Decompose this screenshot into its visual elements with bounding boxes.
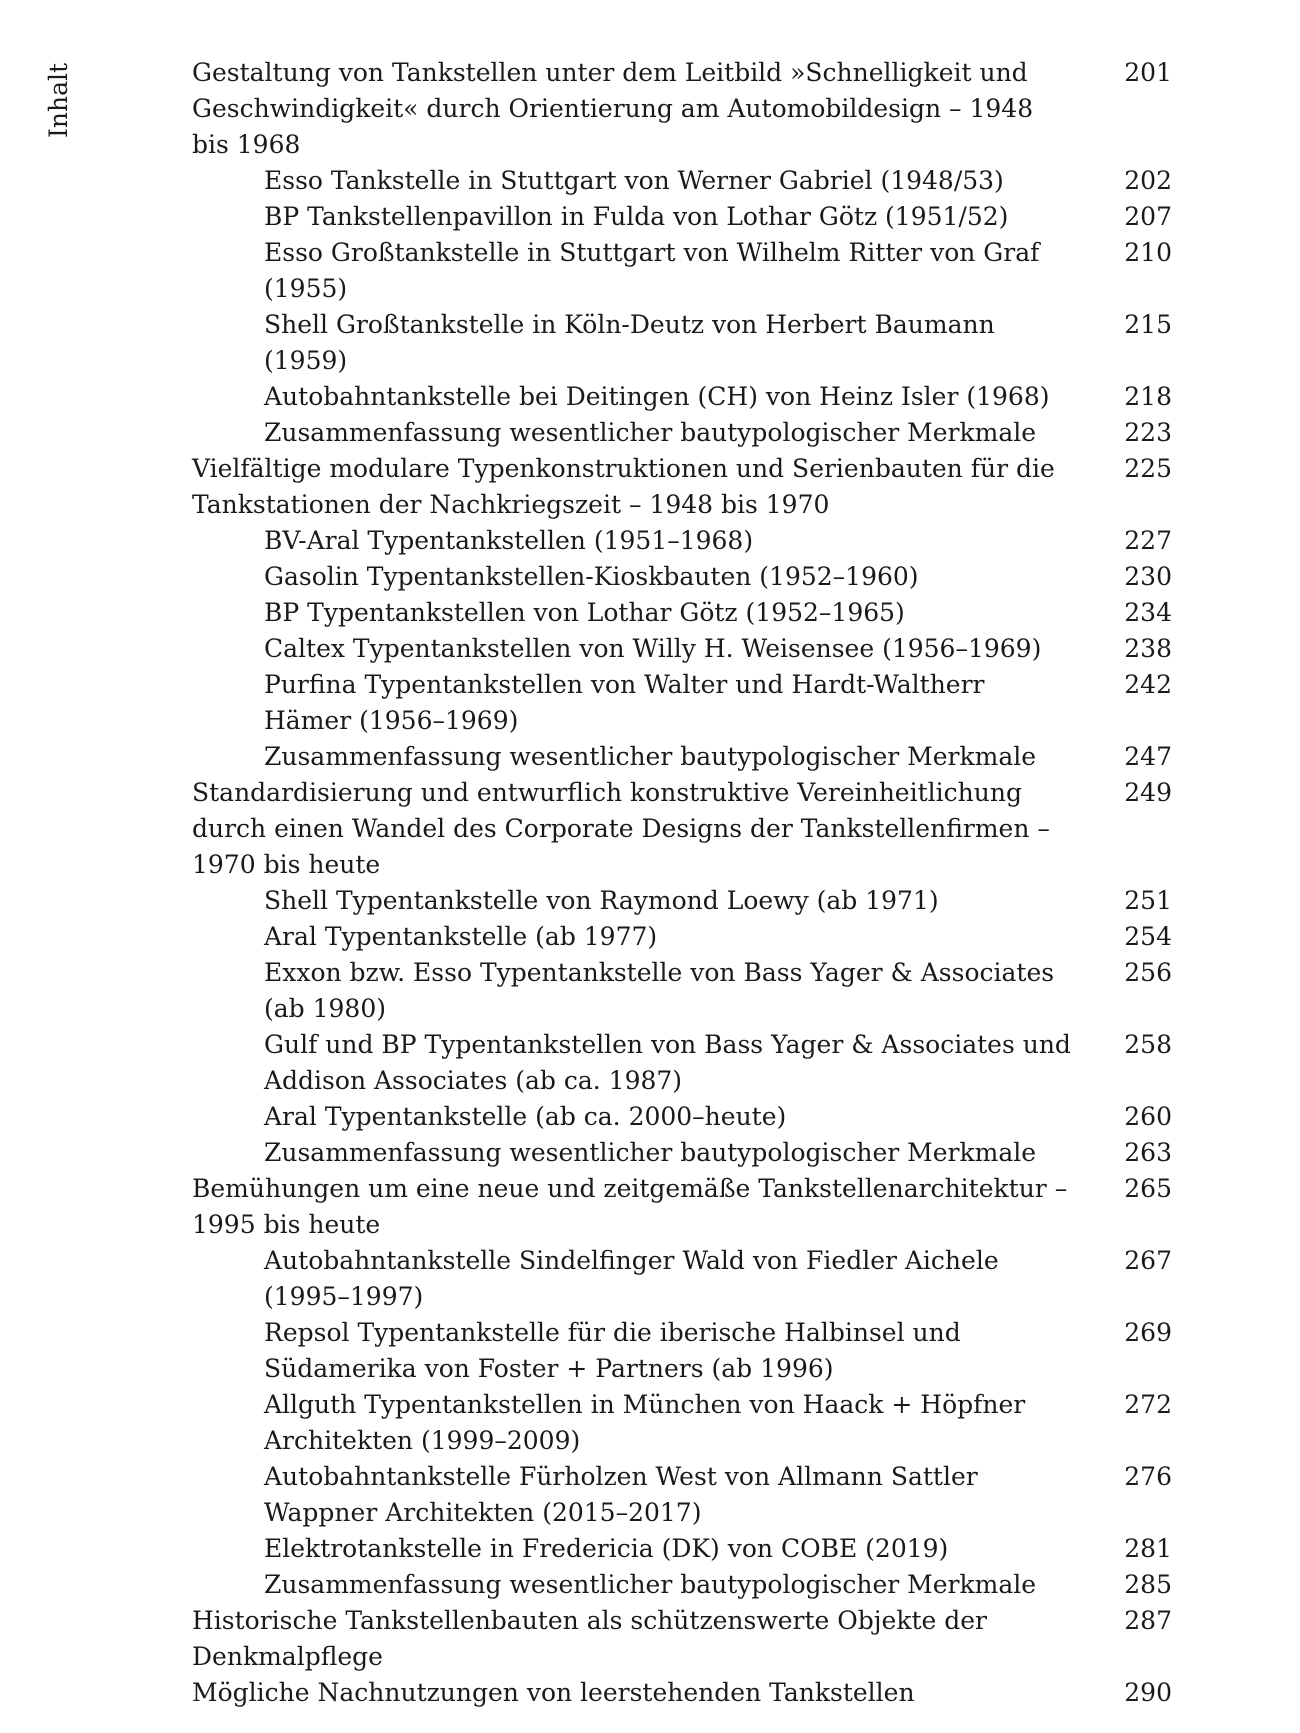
toc-entry-title: Gestaltung von Tankstellen unter dem Leitbild »Schnelligkeit und Geschwindigkeit« durch Orientierung am Automobildesign – 1948 bis 1968 [192, 58, 1034, 159]
toc-subentry [192, 955, 1172, 1027]
toc-entry-title: Esso Tankstelle in Stuttgart von Werner Gabriel (1948/53) [264, 166, 1004, 195]
toc-subentry [192, 1315, 1172, 1387]
toc-subentry [192, 1027, 1172, 1099]
toc-subentry [192, 163, 1172, 199]
toc-entry-title: Exxon bzw. Esso Typentankstelle von Bass Yager & Associates (ab 1980) [264, 958, 1055, 1023]
toc-subentry [192, 739, 1172, 775]
toc-page-number: 256 [1124, 958, 1172, 987]
toc-subentry [192, 199, 1172, 235]
toc-page-number: 287 [1124, 1606, 1172, 1635]
toc-entry-title: Allguth Typentankstellen in München von Haack + Höpfner Architekten (1999–2009) [264, 1390, 1026, 1455]
toc-entry-title: Repsol Typentankstelle für die iberische Halbinsel und Südamerika von Foster + Partners (ab 1996) [264, 1318, 961, 1383]
toc-subentry [192, 523, 1172, 559]
toc-entry-title: Elektrotankstelle in Fredericia (DK) von COBE (2019) [264, 1534, 949, 1563]
toc-subentry [192, 1459, 1172, 1531]
toc-entry-title: Vielfältige modulare Typenkonstruktionen und Serienbauten für die Tankstationen der Nachkriegszeit – 1948 bis 1970 [192, 454, 1055, 519]
toc-subentry [192, 1387, 1172, 1459]
toc-page-number: 254 [1124, 922, 1172, 951]
toc-entry-title: Zusammenfassung wesentlicher bautypologischer Merkmale [264, 1138, 1037, 1167]
toc-subentry [192, 1135, 1172, 1171]
toc-entry-title: Zusammenfassung wesentlicher bautypologischer Merkmale [264, 1570, 1037, 1599]
toc-entry-title: Caltex Typentankstellen von Willy H. Weisensee (1956–1969) [264, 634, 1042, 663]
toc-entry [192, 775, 1172, 883]
toc-page-number: 263 [1124, 1138, 1172, 1167]
toc-subentry [192, 1531, 1172, 1567]
toc-entry-title: Esso Großtankstelle in Stuttgart von Wilhelm Ritter von Graf (1955) [264, 238, 1040, 303]
toc-entry-title: Standardisierung und entwurflich konstruktive Vereinheitlichung durch einen Wandel des Corporate Designs der Tankstellenfirmen – 1970 bis heute [192, 778, 1050, 879]
toc-page-number: 207 [1124, 202, 1172, 231]
toc-entry-title: Aral Typentankstelle (ab ca. 2000–heute) [264, 1102, 787, 1131]
toc-page-number: 223 [1124, 418, 1172, 447]
toc-subentry [192, 919, 1172, 955]
toc-entry-title: Autobahntankstelle Fürholzen West von Allmann Sattler Wappner Architekten (2015–2017) [264, 1462, 978, 1527]
toc-page-number: 238 [1124, 634, 1172, 663]
toc-entry-title: Autobahntankstelle bei Deitingen (CH) von Heinz Isler (1968) [264, 382, 1050, 411]
toc-page-number: 218 [1124, 382, 1172, 411]
toc-subentry [192, 631, 1172, 667]
toc-entry-title: Zusammenfassung wesentlicher bautypologischer Merkmale [264, 418, 1037, 447]
toc-entry-title: Shell Typentankstelle von Raymond Loewy (ab 1971) [264, 886, 939, 915]
toc-entry-title: BP Tankstellenpavillon in Fulda von Lothar Götz (1951/52) [264, 202, 1009, 231]
toc-page-number: 290 [1124, 1678, 1172, 1707]
toc-page-number: 267 [1124, 1246, 1172, 1275]
toc-page-number: 225 [1124, 454, 1172, 483]
toc-entry [192, 1603, 1172, 1675]
toc-subentry [192, 559, 1172, 595]
toc-page-number: 242 [1124, 670, 1172, 699]
toc-entry-title: Mögliche Nachnutzungen von leerstehenden Tankstellen [192, 1678, 915, 1707]
toc-entry-title: Bemühungen um eine neue und zeitgemäße Tankstellenarchitektur – 1995 bis heute [192, 1174, 1068, 1239]
toc-entry-title: BV-Aral Typentankstellen (1951–1968) [264, 526, 754, 555]
toc-entry-title: Aral Typentankstelle (ab 1977) [264, 922, 658, 951]
toc-subentry [192, 235, 1172, 307]
toc-entry [192, 1675, 1172, 1711]
running-header-label: Inhalt [44, 62, 73, 138]
toc-page-number: 247 [1124, 742, 1172, 771]
toc-page-number: 227 [1124, 526, 1172, 555]
toc-page-number: 285 [1124, 1570, 1172, 1599]
toc-entry-title: Gasolin Typentankstellen-Kioskbauten (1952–1960) [264, 562, 919, 591]
toc-page-number: 272 [1124, 1390, 1172, 1419]
toc-subentry [192, 307, 1172, 379]
toc-entry-title: BP Typentankstellen von Lothar Götz (1952–1965) [264, 598, 905, 627]
toc-page-number: 251 [1124, 886, 1172, 915]
toc-subentry [192, 379, 1172, 415]
toc-subentry [192, 1567, 1172, 1603]
toc-entry [192, 1171, 1172, 1243]
toc-page-number: 215 [1124, 310, 1172, 339]
toc-page-number: 265 [1124, 1174, 1172, 1203]
toc-entry [192, 55, 1172, 163]
toc-subentry [192, 595, 1172, 631]
toc-page-number: 234 [1124, 598, 1172, 627]
toc-subentry [192, 1243, 1172, 1315]
toc-page-number: 258 [1124, 1030, 1172, 1059]
toc-page-number: 202 [1124, 166, 1172, 195]
toc-page-number: 281 [1124, 1534, 1172, 1563]
toc-page-number: 230 [1124, 562, 1172, 591]
table-of-contents [192, 55, 1172, 1711]
toc-page-number: 269 [1124, 1318, 1172, 1347]
toc-page-number: 210 [1124, 238, 1172, 267]
toc-entry-title: Autobahntankstelle Sindelfinger Wald von Fiedler Aichele (1995–1997) [264, 1246, 999, 1311]
toc-entry-title: Shell Großtankstelle in Köln-Deutz von Herbert Baumann (1959) [264, 310, 995, 375]
toc-page-number: 276 [1124, 1462, 1172, 1491]
toc-entry [192, 451, 1172, 523]
toc-page-number: 260 [1124, 1102, 1172, 1131]
toc-entry-title: Gulf und BP Typentankstellen von Bass Yager & Associates und Addison Associates (ab ca. 1987) [264, 1030, 1071, 1095]
toc-subentry [192, 667, 1172, 739]
toc-subentry [192, 1099, 1172, 1135]
toc-page-number: 249 [1124, 778, 1172, 807]
toc-page-number: 201 [1124, 58, 1172, 87]
toc-subentry [192, 883, 1172, 919]
toc-entry-title: Zusammenfassung wesentlicher bautypologischer Merkmale [264, 742, 1037, 771]
toc-entry-title: Historische Tankstellenbauten als schützenswerte Objekte der Denkmalpflege [192, 1606, 988, 1671]
toc-subentry [192, 415, 1172, 451]
toc-entry-title: Purfina Typentankstellen von Walter und Hardt-Waltherr Hämer (1956–1969) [264, 670, 985, 735]
